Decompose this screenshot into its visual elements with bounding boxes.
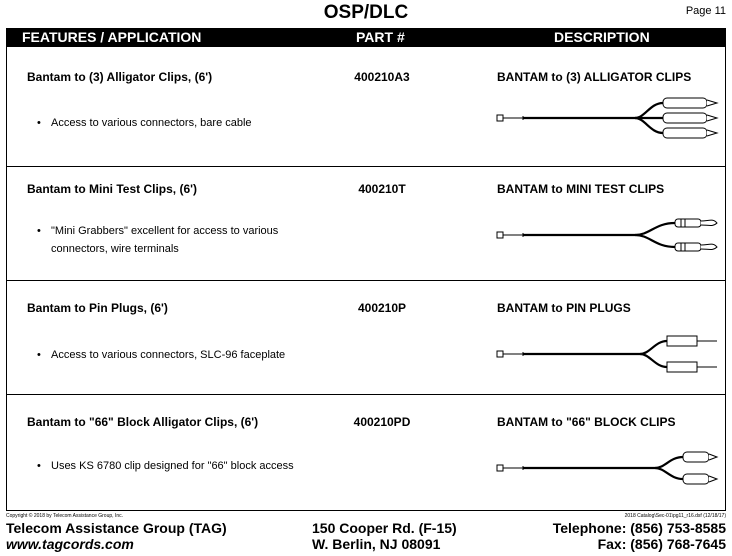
company-name: Telecom Assistance Group (TAG) bbox=[6, 520, 227, 536]
column-header-part: PART # bbox=[356, 29, 405, 45]
bullet-dot: • bbox=[37, 349, 41, 361]
bullet-text: Access to various connectors, bare cable bbox=[51, 117, 252, 129]
table-header bbox=[6, 28, 726, 47]
address-line-2: W. Berlin, NJ 08091 bbox=[312, 536, 441, 552]
bantam-66-block-clip-cable-icon bbox=[495, 449, 721, 489]
part-number: 400210T bbox=[358, 182, 406, 196]
bullet-dot: • bbox=[37, 117, 41, 129]
product-description: BANTAM to "66" BLOCK CLIPS bbox=[497, 415, 676, 429]
product-name: Bantam to Pin Plugs, (6') bbox=[27, 301, 168, 315]
bantam-mini-test-clip-cable-icon bbox=[495, 215, 721, 255]
part-number: 400210A3 bbox=[354, 70, 410, 84]
telephone: Telephone: (856) 753-8585 bbox=[552, 520, 726, 536]
product-row bbox=[7, 47, 725, 167]
product-name: Bantam to "66" Block Alligator Clips, (6') bbox=[27, 415, 259, 429]
product-description: BANTAM to (3) ALLIGATOR CLIPS bbox=[497, 70, 692, 84]
bullet-dot: • bbox=[37, 460, 41, 472]
page-title: OSP/DLC bbox=[323, 2, 409, 23]
product-name: Bantam to (3) Alligator Clips, (6') bbox=[27, 70, 213, 84]
fax: Fax: (856) 768-7645 bbox=[597, 536, 726, 552]
product-table bbox=[6, 47, 726, 511]
company-website[interactable]: www.tagcords.com bbox=[6, 536, 134, 552]
column-header-features: FEATURES / APPLICATION bbox=[22, 29, 202, 45]
bullet-text: Access to various connectors, SLC-96 faceplate bbox=[51, 349, 286, 361]
product-name: Bantam to Mini Test Clips, (6') bbox=[27, 182, 197, 196]
catalog-reference: 2018 Catalog\Sec-01\pg11_r16.dsf (12/18/17) bbox=[624, 513, 726, 519]
bantam-alligator-cable-icon bbox=[495, 95, 721, 145]
bullet-text: "Mini Grabbers" excellent for access to various bbox=[51, 225, 279, 237]
bullet-dot: • bbox=[37, 225, 41, 237]
product-row bbox=[7, 281, 725, 395]
part-number: 400210PD bbox=[353, 415, 411, 429]
bantam-pin-plug-cable-icon bbox=[495, 331, 721, 377]
page-number: Page 11 bbox=[685, 5, 726, 17]
product-description: BANTAM to MINI TEST CLIPS bbox=[497, 182, 665, 196]
product-description: BANTAM to PIN PLUGS bbox=[497, 301, 631, 315]
bullet-text: Uses KS 6780 clip designed for "66" block access bbox=[51, 460, 294, 472]
product-row bbox=[7, 395, 725, 510]
product-row bbox=[7, 167, 725, 281]
address-line-1: 150 Cooper Rd. (F-15) bbox=[312, 520, 457, 536]
copyright-notice: Copyright © 2018 by Telecom Assistance Group, Inc. bbox=[6, 513, 123, 519]
column-header-description: DESCRIPTION bbox=[554, 29, 650, 45]
bullet-text: connectors, wire terminals bbox=[51, 243, 179, 255]
part-number: 400210P bbox=[357, 301, 407, 315]
